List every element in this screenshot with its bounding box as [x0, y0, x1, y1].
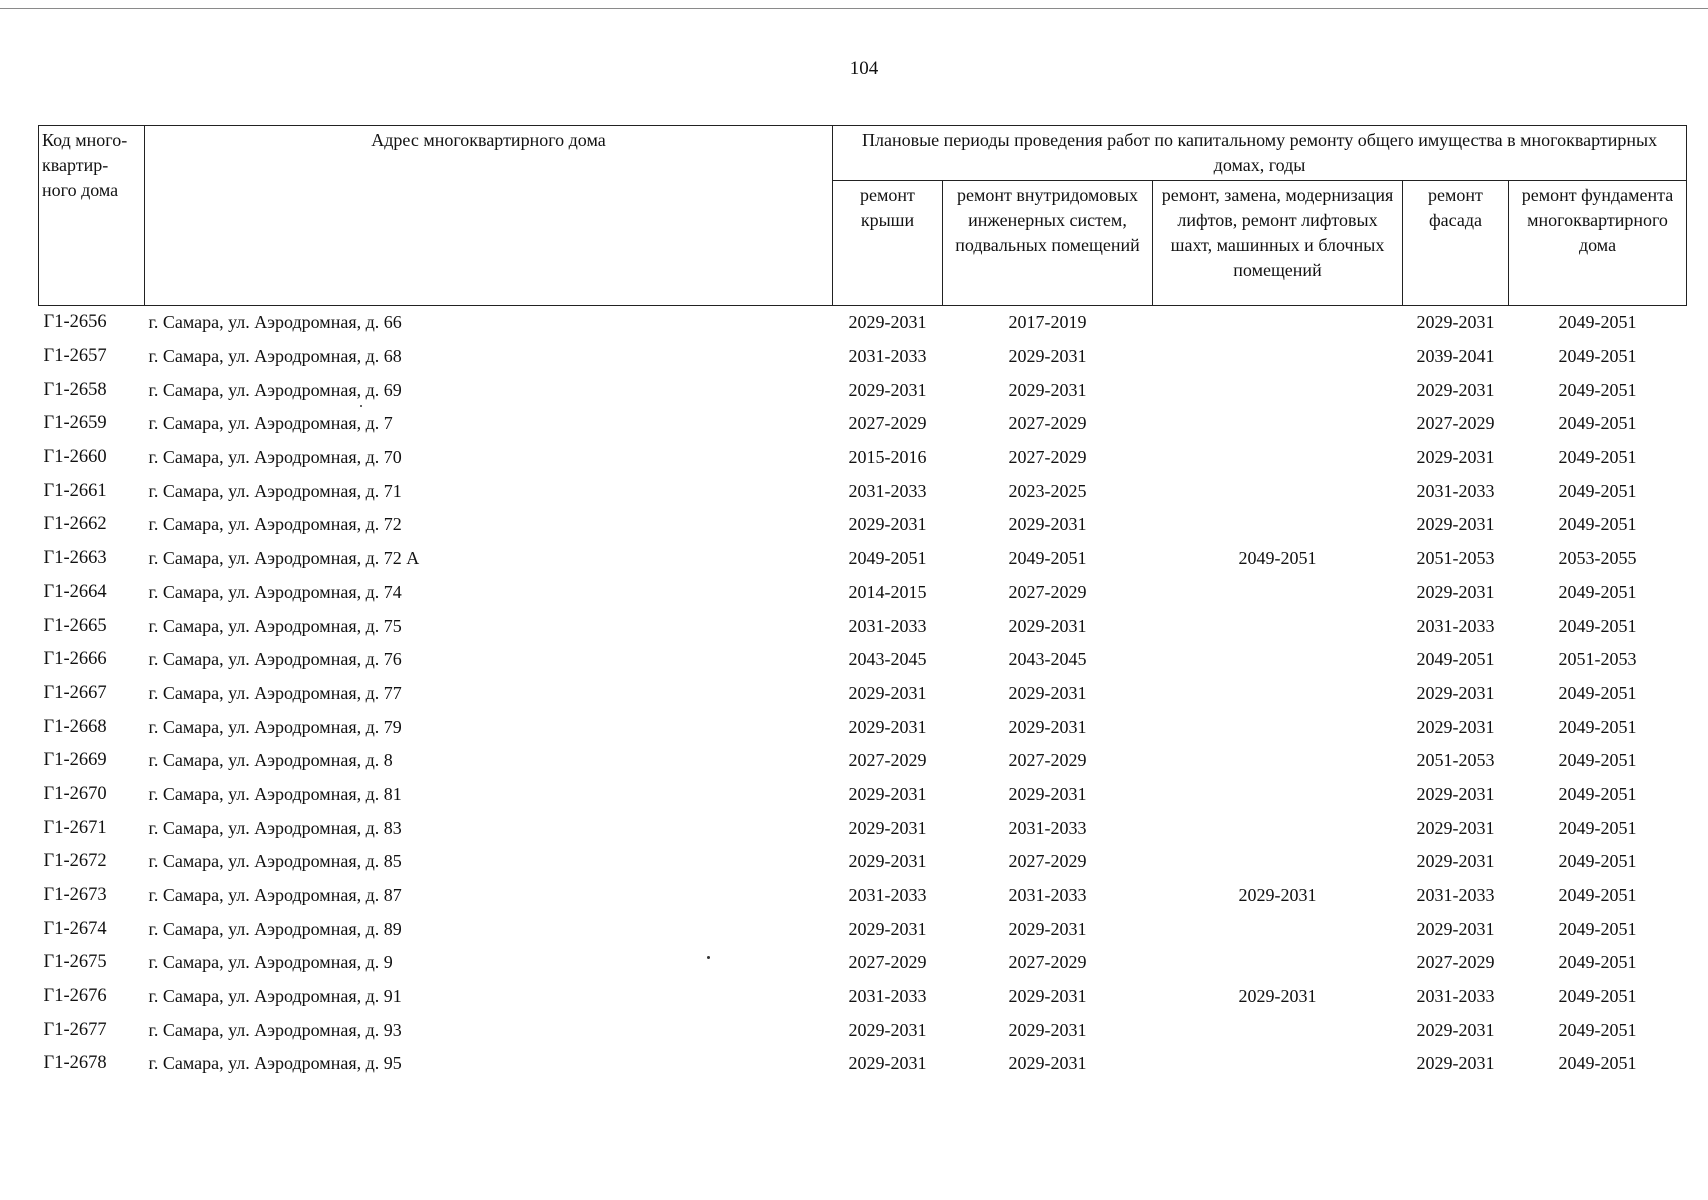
- cell-roof: 2029-2031: [848, 682, 927, 703]
- cell-elevators: [1153, 1047, 1403, 1081]
- cell-engineering: 2017-2019: [1008, 312, 1087, 333]
- cell-engineering: 2029-2031: [1008, 346, 1087, 367]
- cell-foundation: 2049-2051: [1558, 447, 1637, 468]
- cell-foundation: 2049-2051: [1558, 1019, 1637, 1040]
- cell-elevators: [1153, 474, 1403, 508]
- cell-elevators: [1153, 508, 1403, 542]
- cell-facade: 2051-2053: [1416, 750, 1495, 771]
- cell-elevators: [1153, 609, 1403, 643]
- cell-elevators: 2029-2031: [1238, 885, 1317, 906]
- header-address: Адрес многоквартирного дома: [145, 126, 833, 306]
- cell-engineering: 2027-2029: [1008, 952, 1087, 973]
- cell-engineering: 2031-2033: [1008, 817, 1087, 838]
- cell-code: Г1-2659: [43, 413, 107, 434]
- cell-roof: 2031-2033: [848, 346, 927, 367]
- table-row: [39, 508, 1687, 542]
- cell-address: г. Самара, ул. Аэродромная, д. 81: [148, 783, 402, 804]
- cell-elevators: [1153, 744, 1403, 778]
- cell-engineering: 2029-2031: [1008, 379, 1087, 400]
- cell-foundation: 2049-2051: [1558, 581, 1637, 602]
- cell-foundation: 2051-2053: [1558, 649, 1637, 670]
- header-code: Код много-квартир-ного дома: [39, 126, 145, 306]
- cell-elevators: [1153, 306, 1403, 340]
- cell-address: г. Самара, ул. Аэродромная, д. 85: [148, 851, 402, 872]
- cell-facade: 2031-2033: [1416, 986, 1495, 1007]
- cell-roof: 2027-2029: [848, 952, 927, 973]
- cell-code: Г1-2664: [43, 581, 107, 602]
- cell-engineering: 2029-2031: [1008, 716, 1087, 737]
- cell-address: г. Самара, ул. Аэродромная, д. 93: [148, 1019, 402, 1040]
- cell-code: Г1-2667: [43, 682, 107, 703]
- cell-address: г. Самара, ул. Аэродромная, д. 89: [148, 918, 402, 939]
- table-row: [39, 1013, 1687, 1047]
- header-engineering: ремонт внутридомовых инженерных систем, подвальных помещений: [943, 181, 1153, 306]
- cell-elevators: [1153, 946, 1403, 980]
- cell-facade: 2031-2033: [1416, 480, 1495, 501]
- cell-facade: 2029-2031: [1416, 716, 1495, 737]
- cell-roof: 2029-2031: [848, 851, 927, 872]
- cell-address: г. Самара, ул. Аэродромная, д. 8: [148, 750, 393, 771]
- cell-roof: 2031-2033: [848, 615, 927, 636]
- cell-address: г. Самара, ул. Аэродромная, д. 74: [148, 581, 402, 602]
- cell-facade: 2029-2031: [1416, 817, 1495, 838]
- cell-elevators: [1153, 912, 1403, 946]
- scan-edge-line: [0, 8, 1708, 9]
- cell-elevators: 2049-2051: [1238, 548, 1317, 569]
- cell-engineering: 2029-2031: [1008, 1019, 1087, 1040]
- cell-engineering: 2049-2051: [1008, 548, 1087, 569]
- cell-facade: 2039-2041: [1416, 346, 1495, 367]
- cell-address: г. Самара, ул. Аэродромная, д. 95: [148, 1053, 402, 1074]
- cell-roof: 2027-2029: [848, 750, 927, 771]
- cell-engineering: 2023-2025: [1008, 480, 1087, 501]
- cell-facade: 2029-2031: [1416, 1019, 1495, 1040]
- cell-elevators: [1153, 643, 1403, 677]
- cell-code: Г1-2661: [43, 480, 107, 501]
- cell-foundation: 2049-2051: [1558, 682, 1637, 703]
- cell-facade: 2029-2031: [1416, 783, 1495, 804]
- cell-code: Г1-2658: [43, 379, 107, 400]
- cell-facade: 2027-2029: [1416, 413, 1495, 434]
- cell-engineering: 2029-2031: [1008, 615, 1087, 636]
- cell-code: Г1-2676: [43, 986, 107, 1007]
- cell-roof: 2031-2033: [848, 986, 927, 1007]
- table-row: [39, 912, 1687, 946]
- header-periods-group: Плановые периоды проведения работ по капитальному ремонту общего имущества в многоквартирных домах, годы: [833, 126, 1687, 181]
- cell-elevators: [1153, 845, 1403, 879]
- cell-roof: 2031-2033: [848, 885, 927, 906]
- cell-engineering: 2027-2029: [1008, 750, 1087, 771]
- cell-facade: 2029-2031: [1416, 851, 1495, 872]
- cell-address: г. Самара, ул. Аэродромная, д. 68: [148, 346, 402, 367]
- cell-code: Г1-2670: [43, 783, 107, 804]
- cell-address: г. Самара, ул. Аэродромная, д. 75: [148, 615, 402, 636]
- cell-address: г. Самара, ул. Аэродромная, д. 70: [148, 447, 402, 468]
- table-row: [39, 811, 1687, 845]
- cell-foundation: 2049-2051: [1558, 514, 1637, 535]
- cell-foundation: 2049-2051: [1558, 413, 1637, 434]
- cell-roof: 2029-2031: [848, 312, 927, 333]
- cell-facade: 2029-2031: [1416, 379, 1495, 400]
- cell-address: г. Самара, ул. Аэродромная, д. 91: [148, 986, 402, 1007]
- cell-elevators: [1153, 373, 1403, 407]
- table-row: [39, 946, 1687, 980]
- cell-foundation: 2053-2055: [1558, 548, 1637, 569]
- cell-elevators: [1153, 677, 1403, 711]
- cell-code: Г1-2672: [43, 851, 107, 872]
- cell-engineering: 2029-2031: [1008, 783, 1087, 804]
- cell-address: г. Самара, ул. Аэродромная, д. 66: [148, 312, 402, 333]
- capital-repair-table: [38, 125, 1687, 1081]
- table-row: [39, 340, 1687, 374]
- cell-code: Г1-2657: [43, 346, 107, 367]
- cell-foundation: 2049-2051: [1558, 1053, 1637, 1074]
- cell-code: Г1-2675: [43, 952, 107, 973]
- table-row: [39, 1047, 1687, 1081]
- scan-speck: [360, 405, 362, 407]
- cell-engineering: 2027-2029: [1008, 413, 1087, 434]
- cell-engineering: 2029-2031: [1008, 918, 1087, 939]
- cell-code: Г1-2668: [43, 716, 107, 737]
- cell-address: г. Самара, ул. Аэродромная, д. 83: [148, 817, 402, 838]
- cell-engineering: 2029-2031: [1008, 1053, 1087, 1074]
- cell-foundation: 2049-2051: [1558, 851, 1637, 872]
- cell-code: Г1-2678: [43, 1053, 107, 1074]
- cell-code: Г1-2674: [43, 918, 107, 939]
- cell-elevators: [1153, 811, 1403, 845]
- cell-elevators: [1153, 778, 1403, 812]
- cell-foundation: 2049-2051: [1558, 783, 1637, 804]
- cell-elevators: [1153, 576, 1403, 610]
- cell-address: г. Самара, ул. Аэродромная, д. 87: [148, 885, 402, 906]
- cell-foundation: 2049-2051: [1558, 480, 1637, 501]
- table-body: [39, 306, 1687, 1081]
- cell-elevators: [1153, 710, 1403, 744]
- cell-address: г. Самара, ул. Аэродромная, д. 7: [148, 413, 393, 434]
- cell-address: г. Самара, ул. Аэродромная, д. 76: [148, 649, 402, 670]
- cell-roof: 2029-2031: [848, 514, 927, 535]
- cell-roof: 2031-2033: [848, 480, 927, 501]
- cell-roof: 2015-2016: [848, 447, 927, 468]
- cell-engineering: 2031-2033: [1008, 885, 1087, 906]
- cell-foundation: 2049-2051: [1558, 918, 1637, 939]
- cell-engineering: 2027-2029: [1008, 447, 1087, 468]
- cell-roof: 2029-2031: [848, 1019, 927, 1040]
- table-row: [39, 980, 1687, 1014]
- cell-roof: 2029-2031: [848, 918, 927, 939]
- cell-foundation: 2049-2051: [1558, 379, 1637, 400]
- table-row: [39, 407, 1687, 441]
- cell-engineering: 2029-2031: [1008, 986, 1087, 1007]
- page-number: 104: [849, 58, 879, 79]
- header-elevators: ремонт, замена, модернизация лифтов, ремонт лифтовых шахт, машинных и блочных помещений: [1153, 181, 1403, 306]
- table-row: [39, 643, 1687, 677]
- cell-address: г. Самара, ул. Аэродромная, д. 77: [148, 682, 402, 703]
- cell-facade: 2049-2051: [1416, 649, 1495, 670]
- cell-elevators: [1153, 340, 1403, 374]
- cell-foundation: 2049-2051: [1558, 716, 1637, 737]
- table-row: [39, 744, 1687, 778]
- cell-foundation: 2049-2051: [1558, 750, 1637, 771]
- cell-code: Г1-2666: [43, 649, 107, 670]
- cell-facade: 2029-2031: [1416, 447, 1495, 468]
- table-row: [39, 710, 1687, 744]
- table-row: [39, 542, 1687, 576]
- table-row: [39, 306, 1687, 340]
- cell-facade: 2051-2053: [1416, 548, 1495, 569]
- cell-foundation: 2049-2051: [1558, 817, 1637, 838]
- cell-foundation: 2049-2051: [1558, 312, 1637, 333]
- cell-foundation: 2049-2051: [1558, 885, 1637, 906]
- cell-foundation: 2049-2051: [1558, 952, 1637, 973]
- table-row: [39, 778, 1687, 812]
- cell-code: Г1-2673: [43, 885, 107, 906]
- cell-engineering: 2027-2029: [1008, 581, 1087, 602]
- cell-roof: 2029-2031: [848, 716, 927, 737]
- cell-facade: 2029-2031: [1416, 682, 1495, 703]
- table-row: [39, 441, 1687, 475]
- scan-speck: [707, 956, 710, 959]
- cell-facade: 2029-2031: [1416, 514, 1495, 535]
- table-row: [39, 474, 1687, 508]
- cell-engineering: 2043-2045: [1008, 649, 1087, 670]
- cell-roof: 2027-2029: [848, 413, 927, 434]
- header-roof: ремонт крыши: [833, 181, 943, 306]
- cell-foundation: 2049-2051: [1558, 986, 1637, 1007]
- cell-roof: 2029-2031: [848, 379, 927, 400]
- cell-roof: 2049-2051: [848, 548, 927, 569]
- cell-code: Г1-2660: [43, 447, 107, 468]
- cell-engineering: 2029-2031: [1008, 514, 1087, 535]
- cell-roof: 2029-2031: [848, 817, 927, 838]
- cell-facade: 2027-2029: [1416, 952, 1495, 973]
- cell-elevators: [1153, 1013, 1403, 1047]
- cell-code: Г1-2662: [43, 514, 107, 535]
- cell-code: Г1-2656: [43, 312, 107, 333]
- cell-address: г. Самара, ул. Аэродромная, д. 72 А: [148, 548, 420, 569]
- cell-facade: 2031-2033: [1416, 615, 1495, 636]
- table-row: [39, 373, 1687, 407]
- table-row: [39, 576, 1687, 610]
- cell-roof: 2029-2031: [848, 1053, 927, 1074]
- cell-address: г. Самара, ул. Аэродромная, д. 9: [148, 952, 393, 973]
- cell-address: г. Самара, ул. Аэродромная, д. 79: [148, 716, 402, 737]
- cell-code: Г1-2663: [43, 548, 107, 569]
- cell-roof: 2043-2045: [848, 649, 927, 670]
- cell-roof: 2029-2031: [848, 783, 927, 804]
- cell-engineering: 2029-2031: [1008, 682, 1087, 703]
- cell-code: Г1-2665: [43, 615, 107, 636]
- cell-facade: 2029-2031: [1416, 1053, 1495, 1074]
- cell-code: Г1-2671: [43, 817, 107, 838]
- cell-foundation: 2049-2051: [1558, 615, 1637, 636]
- table-row: [39, 609, 1687, 643]
- header-facade: ремонт фасада: [1403, 181, 1509, 306]
- cell-code: Г1-2669: [43, 750, 107, 771]
- cell-elevators: 2029-2031: [1238, 986, 1317, 1007]
- cell-facade: 2029-2031: [1416, 581, 1495, 602]
- cell-facade: 2031-2033: [1416, 885, 1495, 906]
- table-row: [39, 845, 1687, 879]
- cell-elevators: [1153, 441, 1403, 475]
- cell-address: г. Самара, ул. Аэродромная, д. 72: [148, 514, 402, 535]
- cell-facade: 2029-2031: [1416, 918, 1495, 939]
- cell-code: Г1-2677: [43, 1019, 107, 1040]
- table-row: [39, 879, 1687, 913]
- cell-address: г. Самара, ул. Аэродромная, д. 69: [148, 379, 402, 400]
- cell-facade: 2029-2031: [1416, 312, 1495, 333]
- table-header: [39, 126, 1687, 306]
- cell-foundation: 2049-2051: [1558, 346, 1637, 367]
- table-row: [39, 677, 1687, 711]
- cell-engineering: 2027-2029: [1008, 851, 1087, 872]
- cell-address: г. Самара, ул. Аэродромная, д. 71: [148, 480, 402, 501]
- cell-roof: 2014-2015: [848, 581, 927, 602]
- header-foundation: ремонт фундамента многоквартирного дома: [1509, 181, 1687, 306]
- cell-elevators: [1153, 407, 1403, 441]
